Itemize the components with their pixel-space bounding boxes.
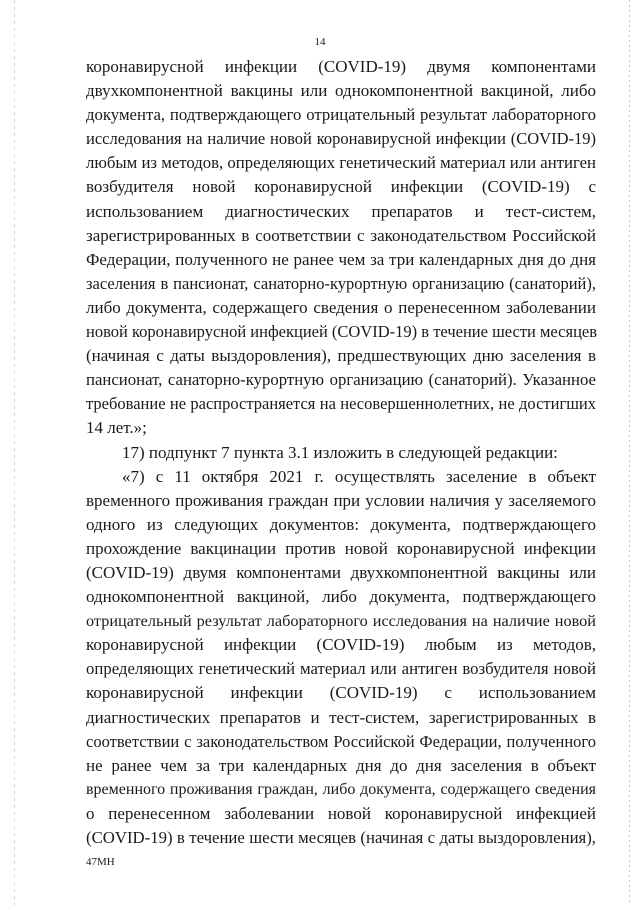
- scan-edge-left: [14, 0, 15, 905]
- text-line: (COVID-19) в течение шести месяцев (начиная с даты выздоровления),: [86, 828, 596, 847]
- text-line: зарегистрированных в соответствии с законодательством Российской: [86, 225, 596, 245]
- text-line: коронавирусной инфекции (COVID-19) любым из методов,: [86, 635, 596, 655]
- text-line: соответствии с законодательством Российской Федерации, полученного: [86, 731, 596, 751]
- text-line: «7) с 11 октября 2021 г. осуществлять заселение в объект: [122, 466, 596, 486]
- text-line: двухкомпонентной вакцины или однокомпонентной вакциной, либо: [86, 81, 596, 101]
- text-line: одного из следующих документов: документа, подтверждающего: [86, 514, 596, 534]
- page-number: 14: [314, 36, 326, 48]
- text-line: не ранее чем за три календарных дня до дня заселения в объект: [86, 755, 596, 775]
- text-line: использованием диагностических препаратов и тест-систем,: [86, 201, 596, 221]
- text-line: коронавирусной инфекции (COVID-19) с использованием: [86, 683, 596, 703]
- text-line: отрицательный результат лабораторного исследования на наличие новой: [86, 612, 596, 631]
- text-line: заселения в пансионат, санаторно-курортную организацию (санаторий),: [86, 273, 596, 293]
- text-line: любым из методов, определяющих генетический материал или антиген: [86, 153, 596, 173]
- text-line: 17) подпункт 7 пункта 3.1 изложить в следующей редакции:: [122, 442, 558, 462]
- text-line: о перенесенном заболевании новой коронавирусной инфекцией: [86, 803, 596, 823]
- text-line: Федерации, полученного не ранее чем за три календарных дня до дня: [86, 249, 596, 269]
- text-line: документа, подтверждающего отрицательный результат лабораторного: [86, 105, 596, 125]
- scan-edge-right: [629, 0, 630, 905]
- text-line: однокомпонентной вакциной, либо документа, подтверждающего: [86, 587, 596, 607]
- text-line: временного проживания граждан, либо документа, содержащего сведения: [86, 780, 596, 798]
- text-line: прохождение вакцинации против новой коронавирусной инфекции: [86, 538, 596, 558]
- text-line: исследования на наличие новой коронавирусной инфекции (COVID-19): [86, 129, 596, 149]
- text-line: диагностических препаратов и тест-систем, зарегистрированных в: [86, 707, 596, 727]
- text-line: возбудителя новой коронавирусной инфекции (COVID-19) с: [86, 177, 596, 197]
- text-line: определяющих генетический материал или антиген возбудителя новой: [86, 659, 596, 679]
- text-line: коронавирусной инфекции (COVID-19) двумя компонентами: [86, 57, 596, 76]
- document-body: [86, 55, 596, 850]
- text-line: требование не распространяется на несовершеннолетних, не достигших: [86, 394, 596, 414]
- text-line: (COVID-19) двумя компонентами двухкомпонентной вакцины или: [86, 562, 596, 582]
- text-line: новой коронавирусной инфекцией (COVID-19) в течение шести месяцев: [86, 322, 598, 342]
- text-line: пансионат, санаторно-курортную организацию (санаторий). Указанное: [86, 370, 596, 390]
- text-line: временного проживания граждан при условии наличия у заселяемого: [86, 490, 596, 510]
- footer-document-code: 47МН: [86, 856, 115, 868]
- text-line: либо документа, содержащего сведения о перенесенном заболевании: [86, 297, 596, 317]
- text-line: 14 лет.»;: [86, 418, 147, 438]
- text-line: (начиная с даты выздоровления), предшествующих дню заселения в: [86, 346, 596, 366]
